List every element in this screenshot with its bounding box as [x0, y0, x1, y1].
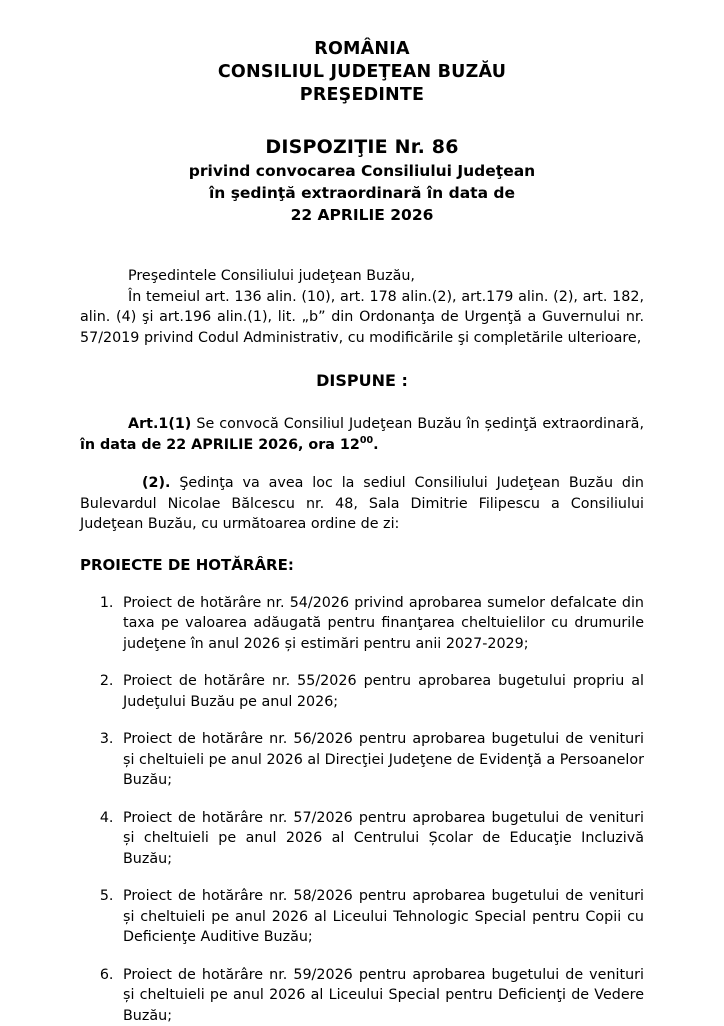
document-header — [80, 38, 644, 107]
agenda-heading: PROIECTE DE HOTĂRÂRE: — [80, 555, 644, 575]
disposition-date: 22 APRILIE 2026 — [80, 204, 644, 226]
preamble-body: În temeiul art. 136 alin. (10), art. 178 alin.(2), art.179 alin. (2), art. 182, alin. (4) şi art.196 alin.(1), lit. „b” din Ordonanţa de Urgenţă a Guvernului nr. 57/2019 privind Codul Administrativ, cu modificările şi completările ulterioare, — [80, 289, 644, 346]
disposition-subtitle-1: privind convocarea Consiliului Judeţean — [80, 160, 644, 182]
list-item: 4. Proiect de hotărâre nr. 57/2026 pentru aprobarea bugetului de venituri și cheltuieli pe anul 2026 al Centrului Școlar de Educaţie Incluzivă Buzău; — [118, 808, 644, 870]
header-institution: CONSILIUL JUDEŢEAN BUZĂU — [80, 61, 644, 84]
list-item: 6. Proiect de hotărâre nr. 59/2026 pentru aprobarea bugetului de venituri și cheltuieli pe anul 2026 al Liceului Special pentru Deficienţi de Vedere Buzău; — [118, 965, 644, 1026]
article-1-marker: Art.1(1) — [128, 416, 191, 432]
list-item: 1. Proiect de hotărâre nr. 54/2026 privind aprobarea sumelor defalcate din taxa pe valoarea adăugată pentru finanţarea cheltuielilor cu drumurile judeţene în anul 2026 și estimări pentru anii 2027-2029; — [118, 593, 644, 655]
disposition-subtitle-2: în şedinţă extraordinară în data de — [80, 182, 644, 204]
article-1-bold-date: în data de 22 APRILIE 2026, ora 12 — [80, 437, 360, 453]
article-1-hour-superscript: 00 — [360, 435, 373, 446]
preamble-line-1: Preşedintele Consiliului judeţean Buzău, — [128, 268, 415, 284]
agenda-list — [80, 593, 644, 1026]
preamble-paragraph — [80, 266, 644, 348]
disposition-number: DISPOZIŢIE Nr. 86 — [80, 134, 644, 160]
list-item: 2. Proiect de hotărâre nr. 55/2026 pentru aprobarea bugetului propriu al Judeţului Buzău pe anul 2026; — [118, 671, 644, 712]
list-item: 3. Proiect de hotărâre nr. 56/2026 pentru aprobarea bugetului de venituri și cheltuieli pe anul 2026 al Direcţiei Judeţene de Evidenţă a Persoanelor Buzău; — [118, 729, 644, 791]
alineat-2-text: Şedinţa va avea loc la sediul Consiliului Judeţean Buzău din Bulevardul Nicolae Bălcescu nr. 48, Sala Dimitrie Filipescu a Consiliului Judeţean Buzău, cu următoarea ordine de zi: — [80, 475, 644, 532]
list-item: 5. Proiect de hotărâre nr. 58/2026 pentru aprobarea bugetului de venituri și cheltuieli pe anul 2026 al Liceului Tehnologic Special pentru Copii cu Deficienţe Auditive Buzău; — [118, 886, 644, 948]
article-1-period: . — [373, 437, 378, 453]
header-role: PREŞEDINTE — [80, 84, 644, 107]
article-1-paragraph — [80, 414, 644, 455]
dispune-heading: DISPUNE : — [80, 370, 644, 392]
alineat-2-marker: (2). — [142, 475, 170, 491]
article-1-text: Se convocă Consiliul Judeţean Buzău în ședinţă extraordinară, — [191, 416, 644, 432]
document-title-block — [80, 134, 644, 226]
alineat-2-paragraph — [80, 473, 644, 535]
header-country: ROMÂNIA — [80, 38, 644, 61]
